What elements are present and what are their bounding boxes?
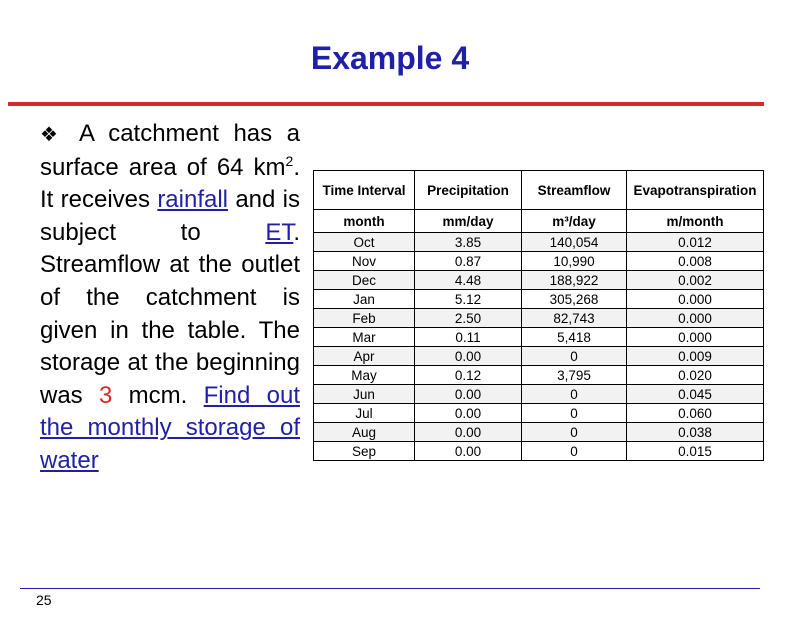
- cell-streamflow: 0: [522, 404, 627, 423]
- table-row: [314, 404, 764, 423]
- unit-mm-day: mm/day: [415, 210, 522, 233]
- cell-precipitation: 3.85: [415, 233, 522, 252]
- header-streamflow: Streamflow: [522, 171, 627, 210]
- table-row: [314, 252, 764, 271]
- slide-title: Example 4: [310, 40, 470, 76]
- cell-streamflow: 10,990: [522, 252, 627, 271]
- cell-precipitation: 5.12: [415, 290, 522, 309]
- table-row: [314, 271, 764, 290]
- cell-month: Jun: [314, 385, 415, 404]
- cell-evapotranspiration: 0.002: [627, 271, 764, 290]
- statement-text-5: mcm.: [112, 381, 204, 409]
- cell-streamflow: 3,795: [522, 366, 627, 385]
- cell-streamflow: 82,743: [522, 309, 627, 328]
- cell-evapotranspiration: 0.045: [627, 385, 764, 404]
- cell-streamflow: 0: [522, 385, 627, 404]
- cell-precipitation: 0.00: [415, 347, 522, 366]
- page-number: 25: [36, 592, 52, 608]
- cell-evapotranspiration: 0.038: [627, 423, 764, 442]
- statement-text-4: . Streamflow at the outlet of the catchment is given in the table. The storage at the beginning was: [40, 218, 300, 409]
- cell-month: Jul: [314, 404, 415, 423]
- bullet-diamond-icon: ❖: [40, 124, 66, 146]
- cell-month: Apr: [314, 347, 415, 366]
- cell-streamflow: 5,418: [522, 328, 627, 347]
- table-header-row: [314, 171, 764, 210]
- table-row: [314, 347, 764, 366]
- header-precipitation: Precipitation: [415, 171, 522, 210]
- table-row: [314, 328, 764, 347]
- cell-streamflow: 0: [522, 347, 627, 366]
- cell-month: Dec: [314, 271, 415, 290]
- cell-month: Mar: [314, 328, 415, 347]
- superscript-2: 2: [285, 152, 294, 169]
- hydrology-data-table: [313, 170, 764, 461]
- statement-text-1: A catchment has a surface area of 64 km: [40, 120, 301, 181]
- cell-streamflow: 0: [522, 442, 627, 461]
- table-row: [314, 366, 764, 385]
- cell-precipitation: 0.87: [415, 252, 522, 271]
- cell-streamflow: 0: [522, 423, 627, 442]
- cell-month: Sep: [314, 442, 415, 461]
- cell-streamflow: 305,268: [522, 290, 627, 309]
- unit-month: month: [314, 210, 415, 233]
- cell-precipitation: 2.50: [415, 309, 522, 328]
- rainfall-link[interactable]: rainfall: [157, 186, 229, 214]
- table-row: [314, 290, 764, 309]
- cell-evapotranspiration: 0.015: [627, 442, 764, 461]
- unit-m-month: m/month: [627, 210, 764, 233]
- header-evapotranspiration: Evapotranspiration: [627, 171, 764, 210]
- cell-precipitation: 0.00: [415, 423, 522, 442]
- title-divider: [8, 102, 764, 106]
- cell-precipitation: 0.00: [415, 442, 522, 461]
- data-table-container: [313, 170, 764, 461]
- cell-month: Jan: [314, 290, 415, 309]
- unit-m3-day: m³/day: [522, 210, 627, 233]
- cell-evapotranspiration: 0.000: [627, 309, 764, 328]
- cell-month: Feb: [314, 309, 415, 328]
- cell-evapotranspiration: 0.012: [627, 233, 764, 252]
- statement-text-3: and is subject to: [40, 186, 300, 246]
- table-row: [314, 385, 764, 404]
- cell-precipitation: 4.48: [415, 271, 522, 290]
- cell-evapotranspiration: 0.020: [627, 366, 764, 385]
- table-body: [314, 233, 764, 461]
- cell-precipitation: 0.00: [415, 404, 522, 423]
- cell-precipitation: 0.00: [415, 385, 522, 404]
- initial-storage-value: 3: [99, 381, 113, 409]
- cell-evapotranspiration: 0.009: [627, 347, 764, 366]
- table-row: [314, 442, 764, 461]
- table-units-row: [314, 210, 764, 233]
- cell-precipitation: 0.11: [415, 328, 522, 347]
- cell-evapotranspiration: 0.008: [627, 252, 764, 271]
- cell-month: Aug: [314, 423, 415, 442]
- cell-month: Nov: [314, 252, 415, 271]
- cell-month: May: [314, 366, 415, 385]
- table-row: [314, 309, 764, 328]
- statement-text-2: . It receives: [40, 153, 300, 214]
- cell-streamflow: 188,922: [522, 271, 627, 290]
- table-row: [314, 233, 764, 252]
- footer-divider: [20, 588, 760, 589]
- cell-evapotranspiration: 0.000: [627, 290, 764, 309]
- et-link[interactable]: ET: [265, 218, 294, 246]
- header-time-interval: Time Interval: [314, 171, 415, 210]
- cell-month: Oct: [314, 233, 415, 252]
- cell-evapotranspiration: 0.060: [627, 404, 764, 423]
- problem-statement: [40, 118, 300, 478]
- task-link[interactable]: Find out the monthly storage of water: [40, 381, 300, 474]
- table-row: [314, 423, 764, 442]
- cell-streamflow: 140,054: [522, 233, 627, 252]
- cell-precipitation: 0.12: [415, 366, 522, 385]
- cell-evapotranspiration: 0.000: [627, 328, 764, 347]
